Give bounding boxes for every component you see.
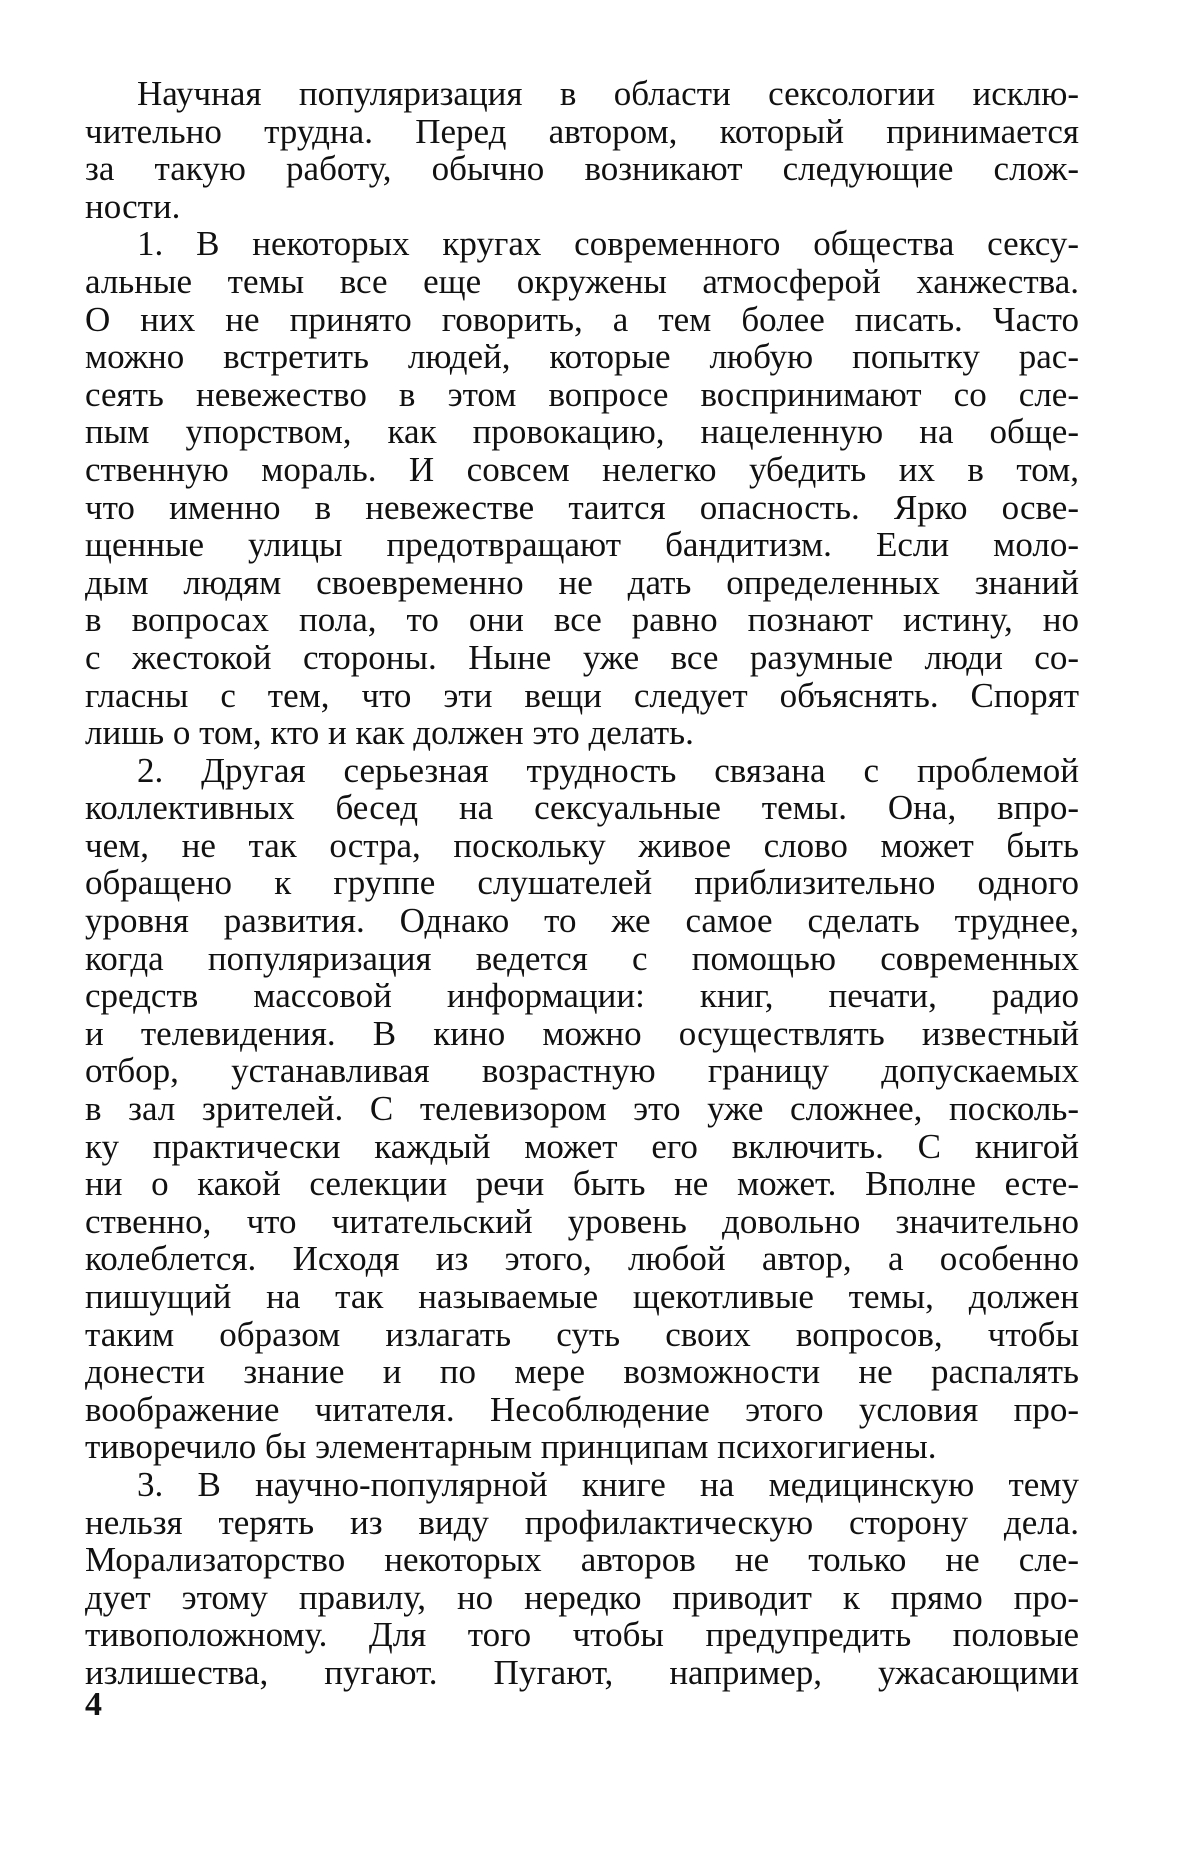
text-line: сеять невежество в этом вопросе воспринимают со сле- xyxy=(85,374,1079,414)
body-text xyxy=(85,75,1079,1692)
text-line: пишущий на так называемые щекотливые темы, должен xyxy=(85,1277,1079,1316)
text-line: дует этому правилу, но нередко приводит к прямо про- xyxy=(85,1577,1079,1617)
text-line: когда популяризация ведется с помощью современных xyxy=(85,938,1079,978)
text-line: щенные улицы предотвращают бандитизм. Если моло- xyxy=(85,525,1079,565)
text-line: можно встретить людей, которые любую попытку рас- xyxy=(85,337,1079,377)
text-line: лишь о том, кто и как должен это делать. xyxy=(85,713,694,753)
text-line: в вопросах пола, то они все равно познают истину, но xyxy=(85,600,1079,640)
text-line: средств массовой информации: книг, печати, радио xyxy=(85,976,1079,1016)
text-line: 2. Другая серьезная трудность связана с проблемой xyxy=(137,750,1079,790)
text-line: чительно трудна. Перед автором, который принимается xyxy=(85,111,1079,151)
text-line: ственную мораль. И совсем нелегко убедить их в том, xyxy=(85,449,1079,489)
page-number: 4 xyxy=(85,1686,102,1723)
text-line: в зал зрителей. С телевизором это уже сложнее, посколь- xyxy=(85,1089,1079,1129)
text-line: излишества, пугают. Пугают, например, ужасающими xyxy=(85,1652,1079,1692)
text-line: обращено к группе слушателей приблизительно одного xyxy=(85,863,1079,903)
text-line: и телевидения. В кино можно осуществлять известный xyxy=(85,1013,1079,1053)
text-line: уровня развития. Однако то же самое сделать труднее, xyxy=(85,901,1079,941)
text-line: воображение читателя. Несоблюдение этого условия про- xyxy=(85,1389,1079,1429)
text-line: альные темы все еще окружены атмосферой ханжества. xyxy=(85,261,1079,301)
text-line: отбор, устанавливая возрастную границу допускаемых xyxy=(85,1051,1079,1091)
text-line: Научная популяризация в области сексологии исклю- xyxy=(137,74,1079,113)
text-line: с жестокой стороны. Ныне уже все разумные люди со- xyxy=(85,637,1079,677)
text-line: ности. xyxy=(85,186,181,226)
text-line: что именно в невежестве таится опасность. Ярко осве- xyxy=(85,487,1079,527)
text-line: за такую работу, обычно возникают следующие слож- xyxy=(85,149,1079,189)
text-line: ни о какой селекции речи быть не может. Вполне есте- xyxy=(85,1164,1079,1204)
text-line: 3. В научно-популярной книге на медицинскую тему xyxy=(137,1464,1079,1504)
text-line: нельзя терять из виду профилактическую сторону дела. xyxy=(85,1502,1079,1542)
text-line: чем, не так остра, поскольку живое слово может быть xyxy=(85,825,1079,865)
text-line: гласны с тем, что эти вещи следует объяснять. Спорят xyxy=(85,675,1079,715)
text-line: тивоположному. Для того чтобы предупредить половые xyxy=(85,1615,1079,1655)
text-line: О них не принято говорить, а тем более писать. Часто xyxy=(85,299,1079,339)
text-line: ственно, что читательский уровень довольно значительно xyxy=(85,1201,1079,1241)
text-line: 1. В некоторых кругах современного общества сексу- xyxy=(137,224,1079,264)
text-line: колеблется. Исходя из этого, любой автор, а особенно xyxy=(85,1239,1079,1279)
text-line: тиворечило бы элементарным принципам психогигиены. xyxy=(85,1427,937,1467)
text-line: Морализаторство некоторых авторов не только не сле- xyxy=(85,1540,1079,1580)
text-line: пым упорством, как провокацию, нацеленную на обще- xyxy=(85,412,1079,452)
text-line: ку практически каждый может его включить. С книгой xyxy=(85,1126,1079,1166)
text-line: дым людям своевременно не дать определенных знаний xyxy=(85,562,1079,602)
text-line: коллективных бесед на сексуальные темы. Она, впро- xyxy=(85,788,1079,828)
text-line: донести знание и по мере возможности не распалять xyxy=(85,1352,1079,1392)
text-line: таким образом излагать суть своих вопросов, чтобы xyxy=(85,1314,1079,1354)
